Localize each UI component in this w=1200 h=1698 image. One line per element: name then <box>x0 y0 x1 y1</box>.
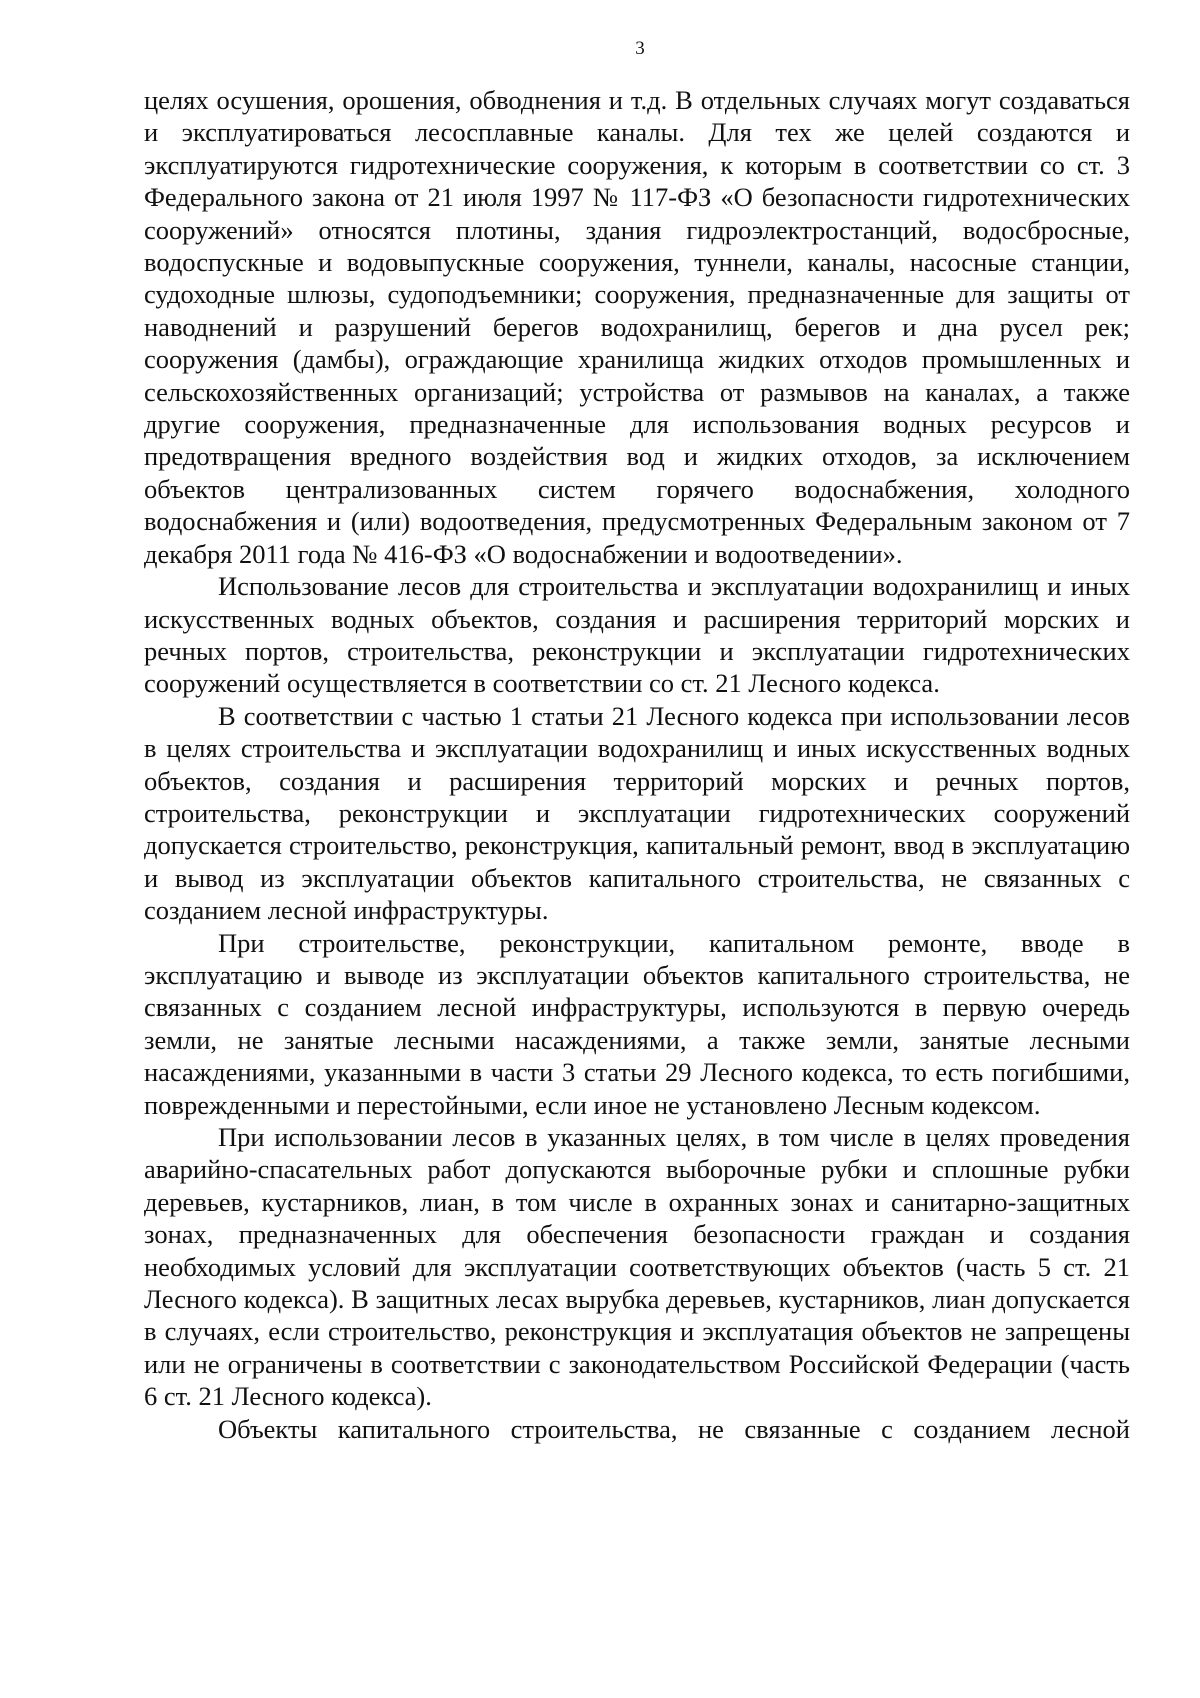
paragraph: Объекты капитального строительства, не связанные с созданием лесной <box>218 1413 1130 1444</box>
paragraph: В соответствии с частью 1 статьи 21 Лесного кодекса при использовании лесов в целях строительства и эксплуатации водохранилищ и иных искусственных водных объектов, создания и расширения территорий морских и речных портов, строительства, реконструкции и эксплуатации гидротехнических сооружений допускается строительство, реконструкция, капитальный ремонт, ввод в эксплуатацию и вывод из эксплуатации объектов капитального строительства, не связанных с созданием лесной инфраструктуры. <box>144 700 1130 926</box>
paragraph: Использование лесов для строительства и эксплуатации водохранилищ и иных искусственных водных объектов, создания и расширения территорий морских и речных портов, строительства, реконструкции и эксплуатации гидротехнических сооружений осуществляется в соответствии со ст. 21 Лесного кодекса. <box>144 571 1130 699</box>
page-number: 3 <box>635 38 645 59</box>
paragraph: При строительстве, реконструкции, капитальном ремонте, вводе в эксплуатацию и выводе из эксплуатации объектов капитального строительства, не связанных с созданием лесной инфраструктуры, используются в первую очередь земли, не занятые лесными насаждениями, а также земли, занятые лесными насаждениями, указанными в части 3 статьи 29 Лесного кодекса, то есть погибшими, поврежденными и перестойными, если иное не установлено Лесным кодексом. <box>144 927 1130 1120</box>
paragraph: При использовании лесов в указанных целях, в том числе в целях проведения аварийно-спасательных работ допускаются выборочные рубки и сплошные рубки деревьев, кустарников, лиан, в том числе в охранных зонах и санитарно-защитных зонах, предназначенных для обеспечения безопасности граждан и создания необходимых условий для эксплуатации соответствующих объектов (часть 5 ст. 21 Лесного кодекса). В защитных лесах вырубка деревьев, кустарников, лиан допускается в случаях, если строительство, реконструкция и эксплуатация объектов не запрещены или не ограничены в соответствии с законодательством Российской Федерации (часть 6 ст. 21 Лесного кодекса). <box>144 1122 1130 1412</box>
document-body <box>144 84 1130 1445</box>
paragraph-continuation: целях осушения, орошения, обводнения и т.д. В отдельных случаях могут создаваться и эксплуатироваться лесосплавные каналы. Для тех же целей создаются и эксплуатируются гидротехнические сооружения, к которым в соответствии со ст. 3 Федерального закона от 21 июля 1997 № 117-ФЗ «О безопасности гидротехнических сооружений» относятся плотины, здания гидроэлектростанций, водосбросные, водоспускные и водовыпускные сооружения, туннели, каналы, насосные станции, судоходные шлюзы, судоподъемники; сооружения, предназначенные для защиты от наводнений и разрушений берегов водохранилищ, берегов и дна русел рек; сооружения (дамбы), ограждающие хранилища жидких отходов промышленных и сельскохозяйственных организаций; устройства от размывов на каналах, а также другие сооружения, предназначенные для использования водных ресурсов и предотвращения вредного воздействия вод и жидких отходов, за исключением объектов централизованных систем горячего водоснабжения, холодного водоснабжения и (или) водоотведения, предусмотренных Федеральным законом от 7 декабря 2011 года № 416-ФЗ «О водоснабжении и водоотведении». <box>144 85 1130 569</box>
